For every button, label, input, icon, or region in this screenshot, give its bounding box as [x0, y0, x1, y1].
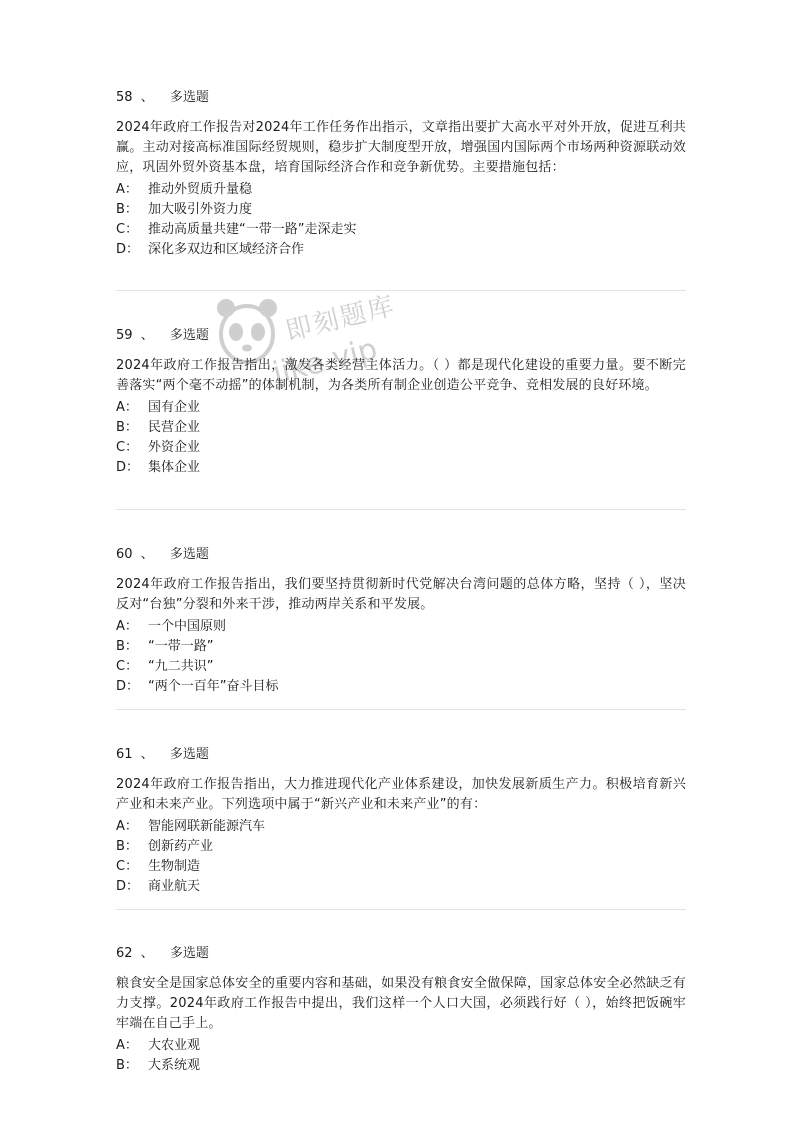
question-59 — [116, 326, 686, 478]
question-separator: 、 — [140, 946, 154, 961]
option-letter: A： — [116, 400, 138, 415]
option-b[interactable] — [116, 1056, 686, 1076]
question-divider — [116, 709, 686, 710]
option-text: 民营企业 — [148, 420, 201, 435]
option-text: 加大吸引外资力度 — [148, 202, 253, 217]
option-letter: C： — [116, 222, 139, 237]
option-a[interactable] — [116, 180, 686, 200]
question-stem: 2024年政府工作报告指出，大力推进现代化产业体系建设，加快发展新质生产力。积极培育新兴产业和未来产业。下列选项中属于“新兴产业和未来产业”的有： — [116, 777, 686, 812]
question-type: 多选题 — [169, 547, 209, 562]
option-letter: B： — [116, 1058, 138, 1073]
question-60 — [116, 545, 686, 697]
option-letter: A： — [116, 1038, 138, 1053]
option-text: 推动高质量共建“一带一路”走深走实 — [148, 222, 357, 237]
question-number: 61 — [116, 747, 133, 762]
option-text: 外资企业 — [148, 440, 201, 455]
watermark-text-en: jike.vip — [269, 331, 381, 392]
option-a[interactable] — [116, 398, 686, 418]
question-separator: 、 — [140, 547, 154, 562]
question-type: 多选题 — [169, 90, 209, 105]
watermark-text-cn: 即刻题库 — [282, 290, 399, 348]
option-d[interactable] — [116, 877, 686, 897]
option-text: 创新药产业 — [148, 839, 214, 854]
question-58 — [116, 88, 686, 260]
option-text: 推动外贸质升量稳 — [148, 182, 253, 197]
question-number: 58 — [116, 90, 133, 105]
option-text: 国有企业 — [148, 400, 201, 415]
question-divider — [116, 290, 686, 291]
question-number: 59 — [116, 328, 133, 343]
option-d[interactable] — [116, 458, 686, 478]
option-text: 一个中国原则 — [148, 619, 227, 634]
option-letter: A： — [116, 619, 138, 634]
option-b[interactable] — [116, 837, 686, 857]
option-text: “九二共识” — [148, 659, 214, 674]
question-stem: 粮食安全是国家总体安全的重要内容和基础，如果没有粮食安全做保障，国家总体安全必然缺乏有力支撑。2024年政府工作报告中提出，我们这样一个人口大国，必须践行好（ ），始终把饭碗牢牢端在自己手上。 — [116, 976, 686, 1031]
question-divider — [116, 509, 686, 510]
option-text: 商业航天 — [148, 879, 201, 894]
question-type: 多选题 — [169, 328, 209, 343]
question-61 — [116, 745, 686, 897]
option-text: 智能网联新能源汽车 — [148, 819, 266, 834]
question-divider — [116, 909, 686, 910]
option-text: “两个一百年”奋斗目标 — [148, 679, 279, 694]
option-b[interactable] — [116, 200, 686, 220]
option-d[interactable] — [116, 677, 686, 697]
question-header — [116, 944, 686, 964]
option-letter: B： — [116, 639, 138, 654]
option-c[interactable] — [116, 857, 686, 877]
question-stem: 2024年政府工作报告对2024年工作任务作出指示，文章指出要扩大高水平对外开放，促进互利共赢。主动对接高标准国际经贸规则，稳步扩大制度型开放，增强国内国际两个市场两种资源联动效应，巩固外贸外资基本盘，培育国际经济合作和竞争新优势。主要措施包括： — [116, 120, 686, 175]
question-type: 多选题 — [169, 946, 209, 961]
option-letter: B： — [116, 202, 138, 217]
question-62 — [116, 944, 686, 1076]
option-letter: D： — [116, 679, 140, 694]
question-header — [116, 88, 686, 108]
option-c[interactable] — [116, 438, 686, 458]
question-header — [116, 326, 686, 346]
option-letter: B： — [116, 839, 138, 854]
option-letter: A： — [116, 182, 138, 197]
option-text: 大农业观 — [148, 1038, 201, 1053]
option-a[interactable] — [116, 817, 686, 837]
option-letter: D： — [116, 242, 140, 257]
option-a[interactable] — [116, 1036, 686, 1056]
question-type: 多选题 — [169, 747, 209, 762]
option-letter: C： — [116, 659, 139, 674]
question-stem: 2024年政府工作报告指出，我们要坚持贯彻新时代党解决台湾问题的总体方略，坚持（ ），坚决反对“台独”分裂和外来干涉，推动两岸关系和平发展。 — [116, 577, 686, 612]
option-text: 生物制造 — [148, 859, 201, 874]
question-stem: 2024年政府工作报告指出，激发各类经营主体活力。（ ）都是现代化建设的重要力量。要不断完善落实“两个毫不动摇”的体制机制，为各类所有制企业创造公平竞争、竞相发展的良好环境。 — [116, 358, 686, 393]
option-text: 深化多双边和区域经济合作 — [148, 242, 305, 257]
question-header — [116, 745, 686, 765]
option-letter: C： — [116, 440, 139, 455]
question-separator: 、 — [140, 90, 154, 105]
option-c[interactable] — [116, 220, 686, 240]
question-separator: 、 — [140, 747, 154, 762]
option-d[interactable] — [116, 240, 686, 260]
option-a[interactable] — [116, 617, 686, 637]
question-number: 60 — [116, 547, 133, 562]
option-b[interactable] — [116, 418, 686, 438]
option-letter: B： — [116, 420, 138, 435]
question-header — [116, 545, 686, 565]
option-b[interactable] — [116, 637, 686, 657]
option-text: “一带一路” — [148, 639, 214, 654]
option-letter: D： — [116, 879, 140, 894]
option-letter: A： — [116, 819, 138, 834]
question-number: 62 — [116, 946, 133, 961]
option-text: 大系统观 — [148, 1058, 201, 1073]
option-letter: D： — [116, 460, 140, 475]
option-letter: C： — [116, 859, 139, 874]
question-separator: 、 — [140, 328, 154, 343]
option-c[interactable] — [116, 657, 686, 677]
option-text: 集体企业 — [148, 460, 201, 475]
